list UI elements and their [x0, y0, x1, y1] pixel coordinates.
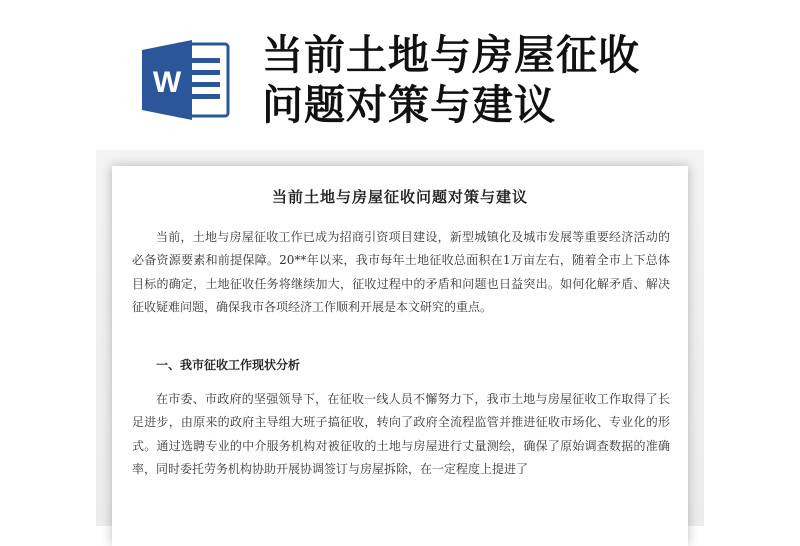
document-title: 当前土地与房屋征收问题对策与建议 — [271, 188, 528, 206]
banner-title — [262, 30, 782, 130]
word-logo-letter: W — [152, 66, 182, 99]
banner-title-line1: 当前土地与房屋征收 — [262, 31, 640, 79]
document-paragraph: 当前，土地与房屋征收工作已成为招商引资项目建设，新型城镇化及城市发展等重要经济活动的必备资源要素和前提保障。20**年以来，我市每年土地征收总面积在1万亩左右，随着全市上下总体目标的确定，土地征收任务将继续加大，征收过程中的矛盾和问题也日益突出。如何化解矛盾、解决征收疑难问题，确保我市各项经济工作顺利开展是本文研究的重点。 — [132, 230, 670, 315]
document-page — [112, 166, 688, 546]
word-document-icon — [140, 36, 232, 124]
banner-title-line2: 问题对策与建议 — [262, 81, 556, 129]
document-paragraph: 在市委、市政府的坚强领导下，在征收一线人员不懈努力下，我市土地与房屋征收工作取得了长足进步，由原来的政府主导组大班子搞征收，转向了政府全流程监管并推进征收市场化、专业化的形式。通过选聘专业的中介服务机构对被征收的土地与房屋进行丈量测绘，确保了原始调查数据的准确率，同时委托劳务机构协助开展协调签订与房屋拆除，在一定程度上提进了 — [132, 392, 670, 477]
section-heading: 一、我市征收工作现状分析 — [156, 358, 301, 372]
banner-header — [0, 0, 800, 150]
